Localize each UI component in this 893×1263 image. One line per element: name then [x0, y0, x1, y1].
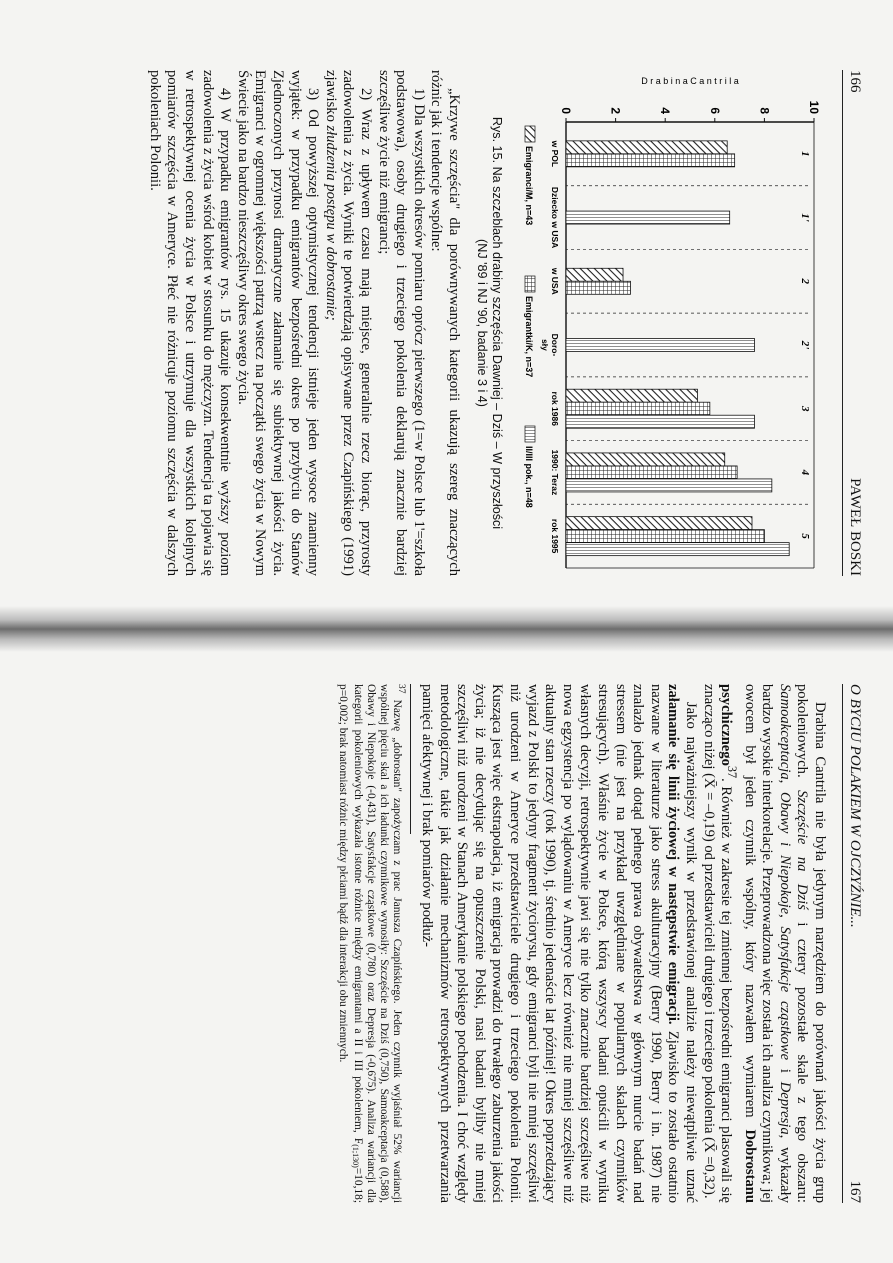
r2-text-c: Zjawisko to zostało ostatnio nazwane w literaturze jako stress akulturacyjny (Berry 1990, Berry i in. 1987) nie znalazło jednak dotąd pełnego prawa obywatelstwa w głównym nurcie badań nad stressem (nie jest na przykład uwzględniane w popularnych skalach czynników stresujących). Właśnie życie w Polsce, którą wszyscy badani opuścili w wyniku własnych decyzji, retrospektywnie jawi się nie tylko znacznie bardziej szczęśliwe niż nowa egzystencja po wylądowaniu w Ameryce lecz również nie mniej szczęśliwe niż aktualny stan rzeczy (rok 1990), tj. średnio jedenaście lat później! Okres poprzedzający wyjazd z Polski to jedyny fragment życiorysu, gdy emigranci byli nie mniej szczęśliwi niż urodzeni w Ameryce przedstawiciele drugiego i trzeciego pokolenia Polonii. Kusząca jest więc ekstrapolacja, iż emigracja prowadzi do trwałego zaburzenia jakości życia; iż nie decydując się na opuszczenie Polski, nasi badani byliby nie mniej szczęśliwi niż urodzeni w Stanach Amerykanie polskiego pochodzenia. I choć względy metodologiczne, takie jak działanie mechanizmów retrospektywnych przetwarzania pamięci afektywnej i brak pomiarów podłuż-: [419, 684, 682, 1204]
bar-2-group-6: [566, 466, 737, 479]
figure-caption: [474, 70, 504, 576]
y-axis-label: D r a b i n a C a n t r i l a: [641, 76, 739, 86]
group-code-label: 1: [799, 151, 811, 157]
footnote-number: 37: [396, 684, 407, 694]
x-category-label: Doro-: [550, 333, 560, 357]
bar-1-group-7: [566, 517, 752, 530]
y-tick-label: 0: [559, 107, 573, 114]
bar-chart: [510, 70, 828, 576]
right-page-number: 167: [847, 1180, 863, 1203]
footnote-text-b: =10,18; p=0,002; brak natomiast różnic między płciami bądź dla interakcji obu zmiennych.: [336, 684, 365, 1203]
r1-text-b: Szczęście na Dziś: [794, 790, 811, 910]
r2-text-b: załamanie się linii życiowej w następstwie emigracji.: [665, 684, 682, 1025]
group-code-label: 2: [799, 278, 811, 285]
paragraph-r1: [699, 684, 828, 1203]
group-code-label: 4: [799, 469, 811, 476]
x-category-label: rok 1986: [550, 391, 560, 426]
r1-text-a: Drabina Cantrila nie była jedynym narzędziem do porównań jakości życia grup pokoleniowych.: [794, 684, 828, 1203]
paragraph-r2: [417, 684, 699, 1203]
footnote-37: [336, 684, 408, 1203]
y-tick-label: 8: [757, 107, 772, 114]
y-tick-label: 2: [608, 107, 623, 114]
caption-line-2: (NJ '89 i NJ '90, badanie 3 i 4): [475, 239, 489, 407]
paragraph-5: 4) W przypadku emigrantów rys. 15 ukazuje konsekwentnie wyższy poziom zadowolenia z życia wśród kobiet w stosunku do mężczyzn. Tendencja ta pojawia się w retrospektywnej ocenia życia w Polsce i utrzymuje dla wszystkich kolejnych pomiarów szczęścia w Ameryce. Płeć nie różnicuje poziomu szczęścia w dalszych pokoleniach Polonii.: [146, 70, 234, 576]
r1-text-h: Dobrostanu psychicznego: [718, 684, 758, 1203]
legend-swatch-3: [525, 426, 535, 442]
group-code-label: 1': [799, 213, 811, 222]
bar-3-group-6: [566, 479, 772, 492]
x-category-label: w POL: [550, 140, 560, 168]
bar-2-group-7: [566, 530, 764, 543]
x-category-label: w USA: [550, 267, 560, 295]
bar-1-group-5: [566, 389, 697, 402]
legend-swatch-2: [525, 276, 535, 292]
paragraph-3-term: złudzenia postępu w dobrostanie;: [322, 125, 339, 321]
legend-label-3: II/III pok., n=48: [524, 446, 534, 508]
paragraph-3-text: 2) Wraz z upływem czasu mają miejsce, generalnie rzecz biorąc, przyrosty zadowolenia z życia. Wyniki te potwierdzają opisywane przez Czapińskiego (1991) zjawisko: [322, 70, 375, 576]
legend-swatch-1: [525, 126, 535, 142]
legend-label-2: Emigrantki/K, n=37: [524, 296, 534, 378]
footnote-ref-37: 37: [725, 765, 740, 779]
group-code-label: 3: [799, 405, 811, 412]
left-running-head: [842, 70, 863, 576]
left-page-number: 166: [847, 70, 863, 93]
r1-text-f: Depresja: [776, 1081, 793, 1135]
y-tick-label: 6: [707, 107, 722, 114]
bar-3-group-4: [566, 339, 754, 352]
r2-text-a: Jako najważniejszy wynik w przedstawionej analizie należy niewątpliwie uznać: [682, 702, 699, 1203]
paragraph-1: „Krzywe szczęścia" dla porównywanych kategorii ukazują szereg znaczących różnic jak i tendencje wspólne:: [428, 70, 462, 576]
caption-line-1: Rys. 15. Na szczeblach drabiny szczęścia Dawniej – Dziś – W przyszłości: [490, 116, 504, 530]
bar-1-group-1: [566, 141, 727, 154]
bar-2-group-5: [566, 402, 710, 415]
r1-text-e: i: [776, 1060, 793, 1082]
bar-2-group-3: [566, 281, 630, 294]
right-running-head: [842, 684, 863, 1203]
x-category-label: 1990: Teraz: [550, 449, 560, 496]
r1-text-c: i cztery pozostałe skale z tego obszaru:: [794, 909, 811, 1203]
left-page: [0, 0, 893, 612]
y-tick-label: 4: [658, 107, 673, 114]
legend-label-1: Emigranci/M, n=43: [524, 146, 534, 226]
paragraph-4: 3) Od powyższej optymistycznej tendencji istnieje jeden wysoce znamienny wyjątek: w przypadku emigrantów bezpośredni okres po przybyciu do Stanów Zjednoczonych przynosi dramatyczne załamanie się subiektywnej jakości życia. Emigranci w ogromnej większości patrzą wstecz na początki swego życia w Nowym Świecie jako na bardzo nieszczęśliwy okres swego życia.: [234, 70, 322, 576]
bar-3-group-7: [566, 543, 789, 556]
bar-1-group-6: [566, 453, 725, 466]
r1-text-d: Samoakceptacja, Obawy i Niepokoje, Satysfakcje cząstkowe: [776, 684, 793, 1061]
group-code-label: 5: [799, 533, 811, 539]
x-category-label: Dziecko w USA: [550, 186, 560, 249]
right-head-title: O BYCIU POLAKIEM W OJCZYŹNIE...: [847, 684, 863, 928]
x-category-label: rok 1995: [550, 518, 560, 554]
paragraph-3: [321, 70, 374, 576]
footnote-text-a: Nazwę „dobrostan" zapożyczam z prac Janusza Czapińskiego. Jeden czynnik wyjaśniał 52% wariancji wspólnej pięciu skal a ich ładunki czynnikowe wynosiły: Szczęście na Dziś (0,750), Samoakceptacja (0,588), Obawy i Niepokoje (-0,431), Satysfakcje cząstkowe (0,780) oraz Depresja (-0,675). Analiza wariancji dla kategorii pokoleniowych wykazała istotne różnice między emigrantami a II i III pokoleniem, F: [352, 684, 404, 1203]
r1-text-j: . Również w zakresie tej zmiennej bezpośredni emigranci plasowali się znacząco niżej (X̄ = –0,19) od przedstawicieli drugiego i trzeciego pokolenia (X̄ =0,32).: [700, 684, 735, 1203]
bar-3-group-2: [566, 211, 730, 224]
r1-text-g: , wykazały bardzo wysokie interkorelacje. Przeprowadzona więc została ich analiza czynnikowa; jej owocem był jeden czynnik wspólny, który nazwałem wymiarem: [741, 684, 793, 1203]
x-category-label: sły: [540, 339, 550, 351]
footnote-subscript: (1;130): [351, 1144, 361, 1168]
left-head-title: PAWEŁ BOSKI: [847, 478, 863, 576]
group-code-label: 2': [799, 340, 811, 350]
y-tick-label: 10: [807, 100, 821, 114]
bar-3-group-5: [566, 415, 754, 428]
right-page: [0, 648, 893, 1263]
footnote-rule: [410, 684, 411, 834]
book-gutter: [0, 606, 893, 652]
paragraph-2: 1) Dla wszystkich okresów pomiaru oprócz pierwszego (1=w Polsce lub 1'=szkoła podstawowa), osoby drugiego i trzeciego pokolenia deklarują znacznie bardziej szczęśliwe życie niż emigranci;: [375, 70, 427, 576]
bar-2-group-1: [566, 154, 735, 167]
bar-1-group-3: [566, 268, 623, 281]
chart-figure: [510, 70, 828, 576]
